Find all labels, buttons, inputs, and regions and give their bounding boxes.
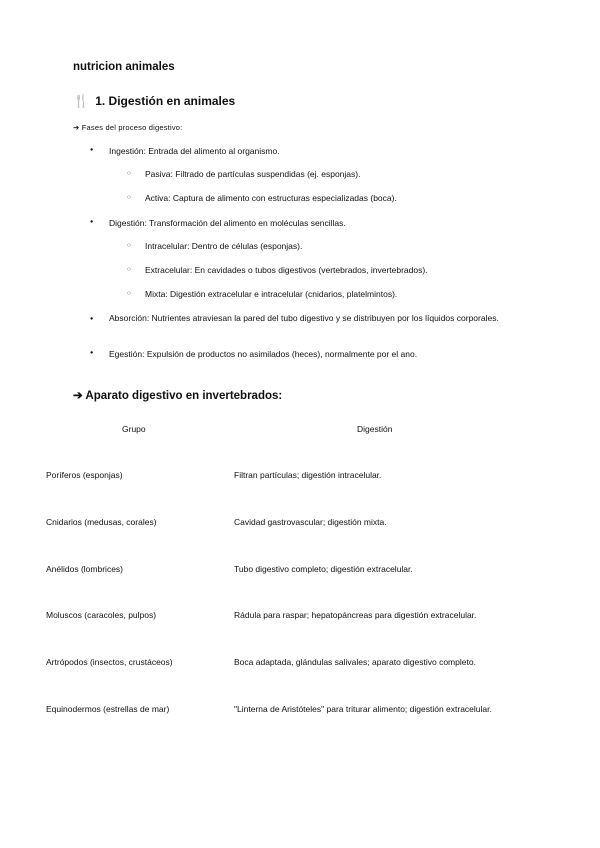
list-item: ○ Mixta: Digestión extracelular e intracelular (cnidarios, platelmintos). xyxy=(145,289,397,299)
list-item: ● Ingestión: Entrada del alimento al organismo. xyxy=(109,146,280,156)
table-cell-group: Poríferos (esponjas) xyxy=(46,470,123,480)
table-cell-digestion: Filtran partículas; digestión intracelular. xyxy=(234,470,382,480)
list-item: ● Digestión: Transformación del alimento en moléculas sencillas. xyxy=(109,218,346,228)
list-item: ● Egestión: Expulsión de productos no asimilados (heces), normalmente por el ano. xyxy=(109,349,417,359)
table-cell-group: Moluscos (caracoles, pulpos) xyxy=(46,610,157,620)
table-cell-digestion: Tubo digestivo completo; digestión extracelular. xyxy=(234,564,413,574)
table-cell-group: Equinodermos (estrellas de mar) xyxy=(46,704,170,714)
list-item: ○ Intracelular: Dentro de células (esponjas). xyxy=(145,241,302,251)
table-cell-digestion: Boca adaptada, glándulas salivales; aparato digestivo completo. xyxy=(234,657,476,667)
table-cell-digestion: Cavidad gastrovascular; digestión mixta. xyxy=(234,517,387,527)
table-cell-group: Cnidarios (medusas, corales) xyxy=(46,517,157,527)
document-title: nutricion animales xyxy=(73,61,175,73)
list-item: ○ Activa: Captura de alimento con estructuras especializadas (boca). xyxy=(145,193,397,203)
table-header-group: Grupo xyxy=(122,424,146,434)
list-item: ● Absorción: Nutrientes atraviesan la pared del tubo digestivo y se distribuyen por los líquidos corporales. xyxy=(109,312,509,324)
phases-label: ➔ Fases del proceso digestivo: xyxy=(73,123,183,132)
table-header-digestion: Digestión xyxy=(357,424,393,434)
section-heading-digestion xyxy=(73,93,235,109)
table-cell-group: Artrópodos (insectos, crustáceos) xyxy=(46,657,173,667)
list-item: ○ Extracelular: En cavidades o tubos digestivos (vertebrados, invertebrados). xyxy=(145,265,428,275)
table-cell-digestion: Rádula para raspar; hepatopáncreas para digestión extracelular. xyxy=(234,610,477,620)
section-heading-invertebrates: ➔ Aparato digestivo en invertebrados: xyxy=(73,390,283,402)
list-item: ○ Pasiva: Filtrado de partículas suspendidas (ej. esponjas). xyxy=(145,169,360,179)
section-heading-text: 1. Digestión en animales xyxy=(95,94,236,108)
table-cell-digestion: "Linterna de Aristóteles" para triturar alimento; digestión extracelular. xyxy=(234,704,492,714)
fork-knife-icon: 🍴 xyxy=(73,93,90,108)
table-cell-group: Anélidos (lombrices) xyxy=(46,564,123,574)
